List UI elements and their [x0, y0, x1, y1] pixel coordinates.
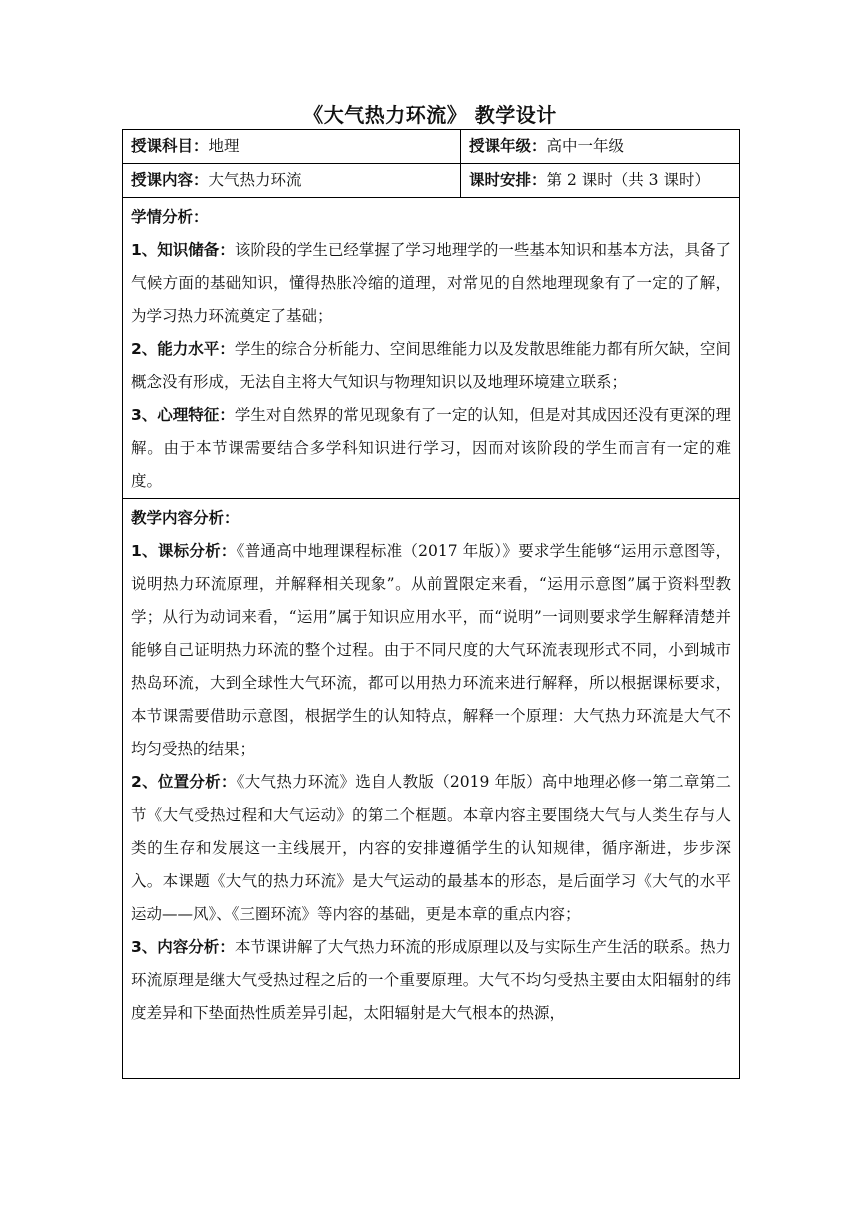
subject-value: 地理 — [208, 137, 240, 155]
schedule-label: 课时安排： — [469, 171, 547, 189]
item-text: 《普通高中地理课程标准（2017 年版）》要求学生能够“运用示意图等，说明热力环流原理，并解释相关现象”。从前置限定来看，“运用示意图”属于资料型教学；从行为动词来看，“运用”属于知识应用水平，而“说明”一词则要求学生解释清楚并能够自己证明热力环流的整个过程。由于不同尺度的大气环流表现形式不同，小到城市热岛环流，大到全球性大气环流，都可以用热力环流来进行解释，所以根据课标要求，本节课需要借助示意图，根据学生的认知特点，解释一个原理：大气热力环流是大气不均匀受热的结果； — [131, 542, 731, 758]
info-row-2 — [123, 164, 740, 198]
item-text: 学生的综合分析能力、空间思维能力以及发散思维能力都有所欠缺，空间概念没有形成，无法自主将大气知识与物理知识以及地理环境建立联系； — [131, 340, 731, 391]
item-label: 3、内容分析： — [131, 938, 235, 956]
content-analysis-row — [123, 499, 740, 1079]
info-row-1 — [123, 130, 740, 164]
content-analysis-item — [131, 766, 731, 931]
item-label: 3、心理特征： — [131, 406, 235, 424]
student-analysis-item — [131, 333, 731, 399]
document-title: 《大气热力环流》 教学设计 — [303, 103, 557, 127]
student-analysis-heading: 学情分析： — [131, 208, 209, 226]
content-cell — [123, 164, 461, 198]
subject-label: 授课科目： — [131, 137, 209, 155]
student-analysis-item — [131, 234, 731, 333]
content-analysis-section — [123, 499, 740, 1079]
student-analysis-row — [123, 198, 740, 499]
student-analysis-item — [131, 399, 731, 498]
item-label: 1、课标分析： — [131, 542, 237, 560]
item-label: 2、位置分析： — [131, 773, 237, 791]
student-analysis-section — [123, 198, 740, 499]
grade-value: 高中一年级 — [546, 137, 625, 155]
content-label: 授课内容： — [131, 171, 209, 189]
grade-label: 授课年级： — [469, 137, 547, 155]
item-label: 1、知识储备： — [131, 241, 235, 259]
subject-cell — [123, 130, 461, 164]
grade-cell — [461, 130, 740, 164]
item-text: 《大气热力环流》选自人教版（2019 年版）高中地理必修一第二章第二节《大气受热过程和大气运动》的第二个框题。本章内容主要围绕大气与人类生存与人类的生存和发展这一主线展开，内容的安排遵循学生的认知规律，循序渐进，步步深入。本课题《大气的热力环流》是大气运动的最基本的形态，是后面学习《大气的水平运动——风》、《三圈环流》等内容的基础，更是本章的重点内容； — [131, 773, 731, 923]
content-analysis-heading: 教学内容分析： — [131, 509, 240, 527]
content-value: 大气热力环流 — [208, 171, 302, 189]
item-label: 2、能力水平： — [131, 340, 235, 358]
schedule-value: 第 2 课时（共 3 课时） — [546, 171, 710, 189]
item-text: 本节课讲解了大气热力环流的形成原理以及与实际生产生活的联系。热力环流原理是继大气受热过程之后的一个重要原理。大气不均匀受热主要由太阳辐射的纬度差异和下垫面热性质差异引起，太阳辐射是大气根本的热源， — [131, 938, 731, 1022]
schedule-cell — [461, 164, 740, 198]
lesson-plan-table — [122, 129, 740, 1079]
content-analysis-item — [131, 931, 731, 1030]
item-text: 学生对自然界的常见现象有了一定的认知，但是对其成因还没有更深的理解。由于本节课需要结合多学科知识进行学习，因而对该阶段的学生而言有一定的难度。 — [131, 406, 731, 490]
item-text: 该阶段的学生已经掌握了学习地理学的一些基本知识和基本方法，具备了气候方面的基础知识，懂得热胀冷缩的道理，对常见的自然地理现象有了一定的了解，为学习热力环流奠定了基础； — [131, 241, 731, 325]
content-analysis-item — [131, 535, 731, 766]
